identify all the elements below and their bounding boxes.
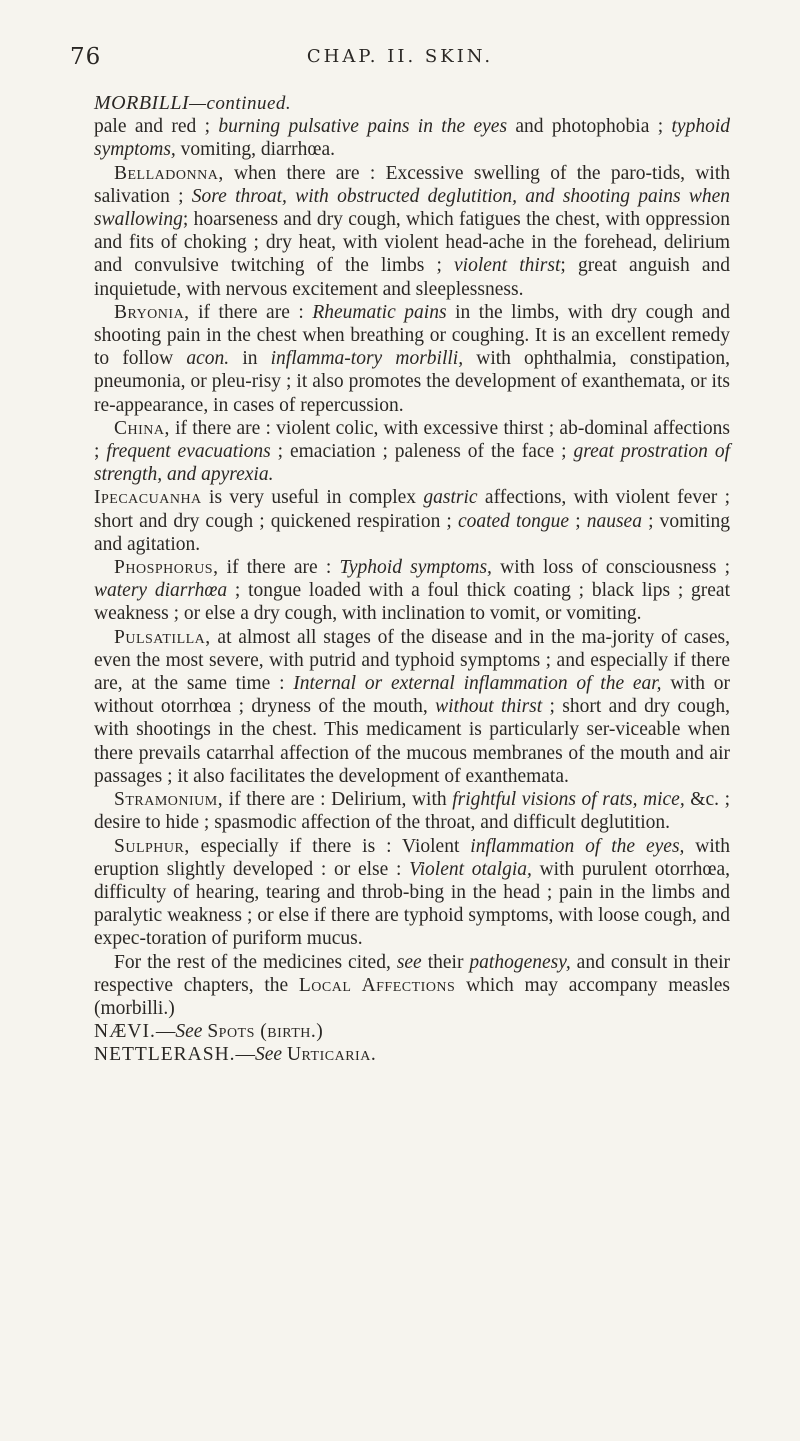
text-run: in xyxy=(229,348,271,370)
text-run: For the rest of the medicines cited, xyxy=(114,951,397,973)
emphasis: frightful visions of rats, mice, xyxy=(452,789,685,811)
text-run: if there are : Delirium, with xyxy=(223,789,453,811)
emphasis: violent thirst xyxy=(454,255,561,277)
remedy-name: China, xyxy=(114,417,170,439)
text-run: ; hoarseness and dry cough, which fatigues the chest, with oppression and fits of choking ; dry heat, with violent head-ache in the forehead, delirium and convulsive twitching of the limbs ; xyxy=(94,209,730,277)
text-run: with or without otorrhœa ; dryness of the mouth, xyxy=(94,673,730,718)
section-continued: —continued. xyxy=(189,93,292,114)
xref-term: NETTLERASH. xyxy=(94,1044,236,1066)
text-run: their xyxy=(421,951,470,973)
text-run: and consult in their respective chapters, the xyxy=(94,951,731,996)
emphasis: pathogenesy, xyxy=(469,951,571,973)
xref-dash: — xyxy=(235,1044,256,1066)
emphasis: without thirst xyxy=(435,696,543,718)
page-header xyxy=(70,44,730,74)
remedy-name: Phosphorus, xyxy=(114,557,219,579)
remedy-name: Bryonia, xyxy=(114,301,190,323)
emphasis: Typhoid symptoms, xyxy=(339,557,492,579)
emphasis: typhoid symptoms, xyxy=(94,116,730,161)
text-run: which may accompany measles (morbilli.) xyxy=(94,974,731,1019)
paragraph-closing xyxy=(94,951,730,1021)
text-run: ; short and dry cough, with shootings in the chest. This medicament is particularly ser-viceable when there prevails catarrhal affection of the mucous membranes of the mouth and air passages ; it also facilitates the development of exanthemata. xyxy=(94,696,730,787)
remedy-name: Sulphur, xyxy=(114,835,190,857)
text-run: ; tongue loaded with a foul thick coating ; black lips ; great weakness ; or else a dry cough, with inclination to vomit, or vomiting. xyxy=(94,580,730,625)
text-run: when there are : Excessive swelling of the paro-tids, with salivation ; xyxy=(94,162,730,207)
xref-target: Spots (birth.) xyxy=(207,1021,324,1043)
emphasis: inflammation of the eyes, xyxy=(470,835,685,857)
text-run: with eruption slightly developed : or else : xyxy=(94,835,730,880)
text-run: especially if there is : Violent xyxy=(189,835,471,857)
emphasis: watery diarrhœa xyxy=(94,580,228,602)
text-run: if there are : xyxy=(218,557,340,579)
emphasis: acon. xyxy=(186,348,230,370)
remedy-name: Belladonna, xyxy=(114,162,224,184)
text-run: affections, with violent fever ; short and dry cough ; quickened respiration ; xyxy=(94,487,730,532)
paragraph-pulsatilla xyxy=(94,626,730,788)
text-run: ; great anguish and inquietude, with nervous excitement and sleeplessness. xyxy=(94,255,730,300)
text-run: and photophobia ; xyxy=(507,116,672,138)
emphasis: Sore throat, with obstructed deglutition, and shooting pains when swallowing xyxy=(94,185,730,231)
text-run: if there are : xyxy=(189,301,313,323)
paragraph-bryonia xyxy=(94,301,730,417)
emphasis: Violent otalgia, xyxy=(409,858,532,880)
text-run: &c. ; desire to hide ; spasmodic affection of the throat, and difficult deglutition. xyxy=(94,789,730,834)
paragraph-phosphorus xyxy=(94,556,730,626)
xref-target: Urticaria. xyxy=(286,1044,377,1066)
emphasis: gastric xyxy=(423,487,478,509)
small-caps-ref: Local Affections xyxy=(298,974,456,996)
text-run: in the limbs, with dry cough and shooting pain in the chest when breathing or coughing. It is an excellent remedy to follow xyxy=(94,301,730,370)
emphasis: frequent evacuations xyxy=(106,441,271,463)
paragraph-china xyxy=(94,417,730,487)
remedy-name: Ipecacuanha xyxy=(94,487,202,509)
body-text xyxy=(94,92,730,1067)
xref-term: NÆVI. xyxy=(94,1021,156,1043)
emphasis: burning pulsative pains in the eyes xyxy=(218,116,508,138)
text-run: vomiting, diarrhœa. xyxy=(175,139,336,161)
cross-reference-nettlerash xyxy=(94,1043,730,1066)
paragraph-stramonium xyxy=(94,788,730,834)
section-title-text: MORBILLI xyxy=(94,92,190,114)
text-run: with ophthalmia, constipation, pneumonia, or pleu-risy ; it also promotes the development of exanthemata, or its re-appearance, in cases of repercussion. xyxy=(94,348,731,416)
xref-see: See xyxy=(255,1044,283,1066)
text-run: ; vomiting and agitation. xyxy=(94,510,730,555)
text-run: pale and red ; xyxy=(94,116,219,138)
cross-reference-naevi xyxy=(94,1020,730,1043)
paragraph-sulphur xyxy=(94,835,730,951)
remedy-name: Stramonium, xyxy=(114,789,224,811)
paragraph-ipecacuanha xyxy=(94,486,730,556)
xref-see: See xyxy=(175,1021,203,1043)
paragraph-belladonna xyxy=(94,162,730,301)
xref-dash: — xyxy=(155,1021,176,1043)
emphasis: Rheumatic pains xyxy=(312,301,447,323)
emphasis: see xyxy=(396,951,422,973)
emphasis: coated tongue xyxy=(457,510,570,532)
text-run: ; xyxy=(569,510,587,532)
emphasis: Internal or external inflammation of the ear, xyxy=(293,673,662,695)
text-run: with purulent otorrhœa, difficulty of hearing, tearing and throb-bing in the head ; pain in the limbs and paralytic weakness ; or else if there are typhoid symptoms, with loose cough, and expec-toration of puriform mucus. xyxy=(94,858,730,950)
text-run: with loss of consciousness ; xyxy=(491,557,731,579)
emphasis: inflamma-tory morbilli, xyxy=(270,348,464,370)
remedy-name: Pulsatilla, xyxy=(114,626,211,648)
text-run: if there are : violent colic, with excessive thirst ; ab-dominal affections ; xyxy=(94,417,730,463)
section-title xyxy=(94,92,730,115)
running-head: CHAP. II. SKIN. xyxy=(306,46,494,67)
emphasis: nausea xyxy=(586,510,642,532)
text-run: is very useful in complex xyxy=(201,487,424,509)
text-run: at almost all stages of the disease and in the ma-jority of cases, even the most severe, with putrid and typhoid symptoms ; and especially if there are, at the same time : xyxy=(94,626,730,695)
emphasis: great prostration of strength, and apyrexia. xyxy=(94,441,731,486)
paragraph-intro xyxy=(94,115,730,161)
page-number: 76 xyxy=(70,44,102,70)
text-run: ; emaciation ; paleness of the face ; xyxy=(270,441,574,463)
